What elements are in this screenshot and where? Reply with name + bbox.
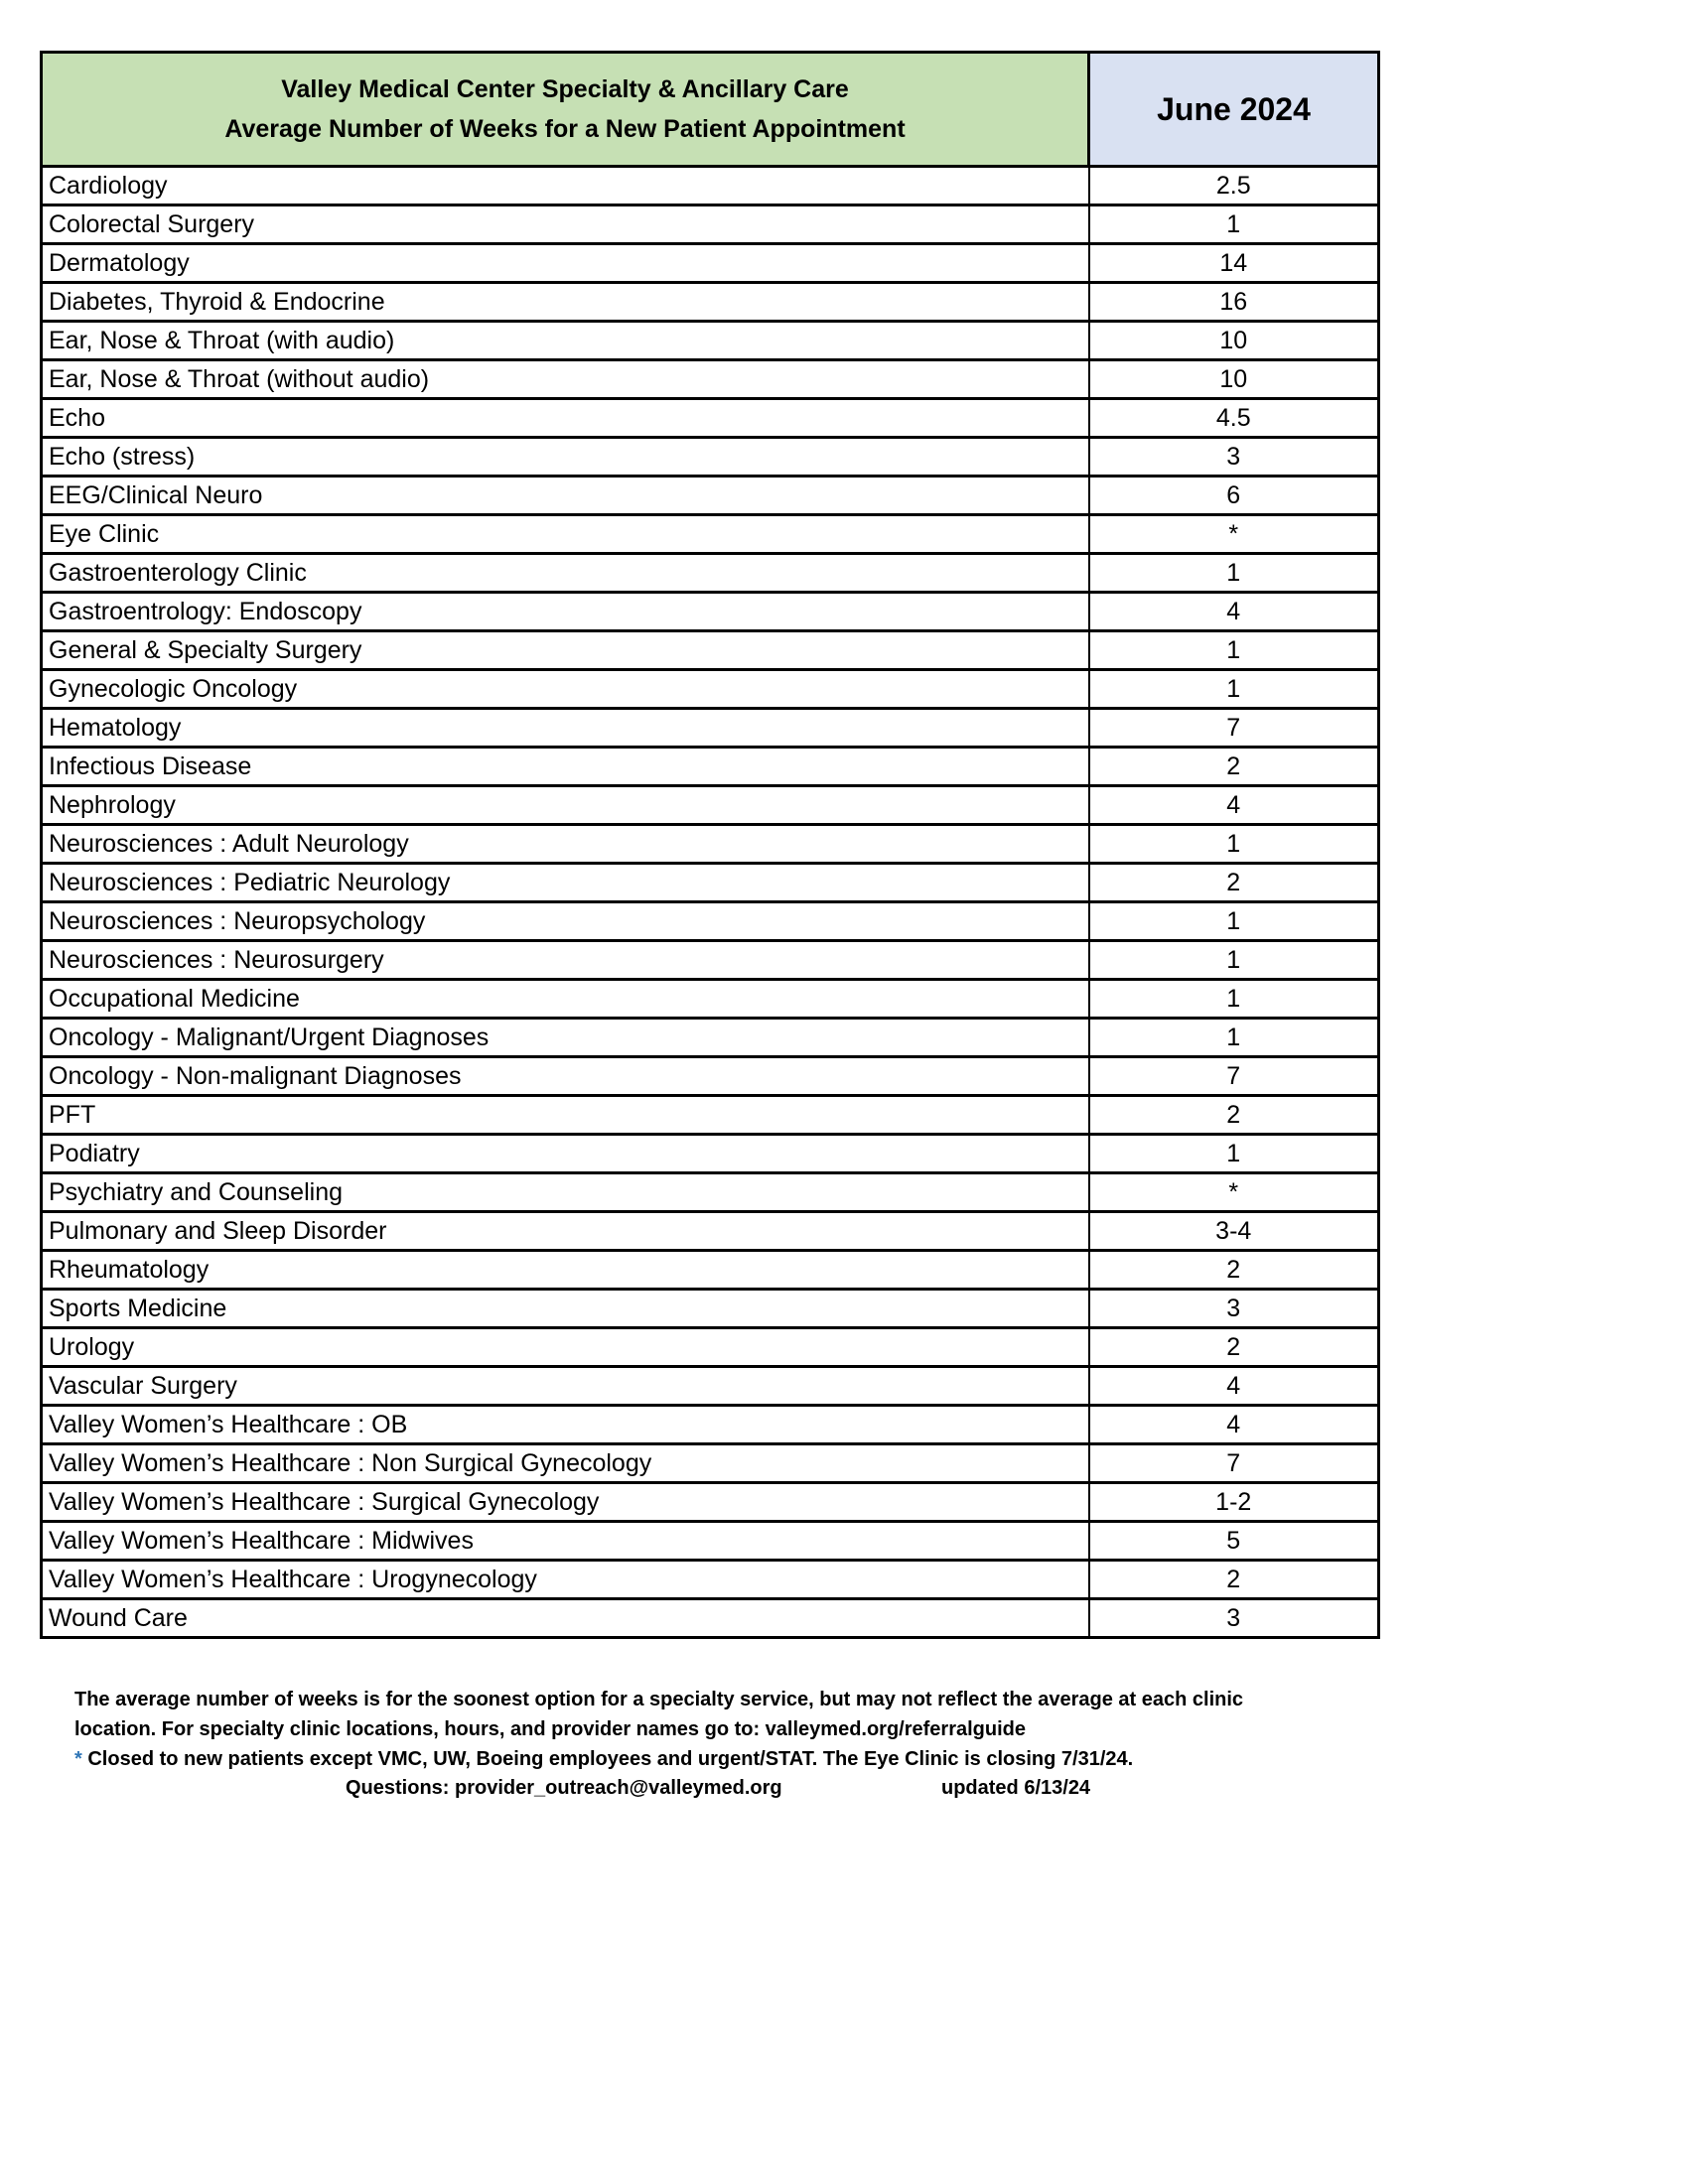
weeks-value: 4 bbox=[1089, 1406, 1379, 1444]
table-row bbox=[42, 670, 1379, 709]
service-name: Neurosciences : Pediatric Neurology bbox=[42, 864, 1089, 902]
service-name: Oncology - Malignant/Urgent Diagnoses bbox=[42, 1019, 1089, 1057]
service-name: Valley Women’s Healthcare : Surgical Gynecology bbox=[42, 1483, 1089, 1522]
table-row bbox=[42, 1135, 1379, 1173]
weeks-value: 6 bbox=[1089, 477, 1379, 515]
table-row bbox=[42, 941, 1379, 980]
weeks-value: 2.5 bbox=[1089, 167, 1379, 205]
weeks-value: 2 bbox=[1089, 864, 1379, 902]
table-row bbox=[42, 360, 1379, 399]
weeks-value: 7 bbox=[1089, 1444, 1379, 1483]
table-row bbox=[42, 1483, 1379, 1522]
period-header: June 2024 bbox=[1089, 53, 1379, 167]
service-name: Valley Women’s Healthcare : Non Surgical Gynecology bbox=[42, 1444, 1089, 1483]
service-name: Valley Women’s Healthcare : Midwives bbox=[42, 1522, 1089, 1561]
weeks-value: 3 bbox=[1089, 438, 1379, 477]
service-name: Gynecologic Oncology bbox=[42, 670, 1089, 709]
table-row bbox=[42, 1251, 1379, 1290]
weeks-value: 1 bbox=[1089, 1135, 1379, 1173]
table-row bbox=[42, 515, 1379, 554]
weeks-value: 10 bbox=[1089, 322, 1379, 360]
service-name: Diabetes, Thyroid & Endocrine bbox=[42, 283, 1089, 322]
weeks-value: 1 bbox=[1089, 631, 1379, 670]
service-name: Vascular Surgery bbox=[42, 1367, 1089, 1406]
table-body bbox=[42, 167, 1379, 1638]
table-row bbox=[42, 631, 1379, 670]
service-name: Hematology bbox=[42, 709, 1089, 748]
service-name: Cardiology bbox=[42, 167, 1089, 205]
table-row bbox=[42, 477, 1379, 515]
table-row bbox=[42, 864, 1379, 902]
header-row bbox=[42, 53, 1379, 167]
service-name: Colorectal Surgery bbox=[42, 205, 1089, 244]
weeks-value: 1 bbox=[1089, 941, 1379, 980]
service-name: Valley Women’s Healthcare : OB bbox=[42, 1406, 1089, 1444]
wait-times-sheet bbox=[40, 51, 1377, 1639]
table-row bbox=[42, 902, 1379, 941]
weeks-value: 2 bbox=[1089, 1251, 1379, 1290]
service-name: Occupational Medicine bbox=[42, 980, 1089, 1019]
service-name: Sports Medicine bbox=[42, 1290, 1089, 1328]
weeks-value: 2 bbox=[1089, 1328, 1379, 1367]
weeks-value: 2 bbox=[1089, 748, 1379, 786]
weeks-value: 4 bbox=[1089, 593, 1379, 631]
table-title bbox=[42, 53, 1089, 167]
weeks-value: 1-2 bbox=[1089, 1483, 1379, 1522]
service-name: Valley Women’s Healthcare : Urogynecology bbox=[42, 1561, 1089, 1599]
table-row bbox=[42, 1173, 1379, 1212]
weeks-value: 5 bbox=[1089, 1522, 1379, 1561]
weeks-value: 7 bbox=[1089, 709, 1379, 748]
weeks-value: 3-4 bbox=[1089, 1212, 1379, 1251]
title-line-2: Average Number of Weeks for a New Patient Appointment bbox=[224, 115, 906, 143]
table-row bbox=[42, 1290, 1379, 1328]
table-row bbox=[42, 786, 1379, 825]
table-row bbox=[42, 748, 1379, 786]
table-row bbox=[42, 1561, 1379, 1599]
weeks-value: 16 bbox=[1089, 283, 1379, 322]
table-row bbox=[42, 1057, 1379, 1096]
footnotes bbox=[74, 1685, 1365, 1774]
table-row bbox=[42, 1522, 1379, 1561]
table-row bbox=[42, 1212, 1379, 1251]
wait-times-table bbox=[40, 51, 1380, 1639]
weeks-value: 4 bbox=[1089, 1367, 1379, 1406]
service-name: Infectious Disease bbox=[42, 748, 1089, 786]
table-row bbox=[42, 1406, 1379, 1444]
service-name: Echo bbox=[42, 399, 1089, 438]
service-name: Ear, Nose & Throat (with audio) bbox=[42, 322, 1089, 360]
note-line-2: location. For specialty clinic locations, hours, and provider names go to: valleymed.org/referralguide bbox=[74, 1718, 1027, 1740]
asterisk-marker: * bbox=[74, 1748, 82, 1770]
service-name: Pulmonary and Sleep Disorder bbox=[42, 1212, 1089, 1251]
weeks-value: 1 bbox=[1089, 670, 1379, 709]
weeks-value: 3 bbox=[1089, 1599, 1379, 1638]
weeks-value: * bbox=[1089, 515, 1379, 554]
weeks-value: 7 bbox=[1089, 1057, 1379, 1096]
note-line-3-text: Closed to new patients except VMC, UW, Boeing employees and urgent/STAT. The Eye Clinic is closing 7/31/24. bbox=[81, 1748, 1134, 1770]
weeks-value: 2 bbox=[1089, 1561, 1379, 1599]
table-row bbox=[42, 322, 1379, 360]
table-row bbox=[42, 980, 1379, 1019]
title-line-1: Valley Medical Center Specialty & Ancillary Care bbox=[281, 75, 849, 103]
service-name: Gastroentrology: Endoscopy bbox=[42, 593, 1089, 631]
updated-date: updated 6/13/24 bbox=[941, 1777, 1091, 1799]
weeks-value: 1 bbox=[1089, 825, 1379, 864]
service-name: Oncology - Non-malignant Diagnoses bbox=[42, 1057, 1089, 1096]
service-name: Psychiatry and Counseling bbox=[42, 1173, 1089, 1212]
service-name: Gastroenterology Clinic bbox=[42, 554, 1089, 593]
table-row bbox=[42, 283, 1379, 322]
weeks-value: 1 bbox=[1089, 902, 1379, 941]
service-name: Podiatry bbox=[42, 1135, 1089, 1173]
weeks-value: 4.5 bbox=[1089, 399, 1379, 438]
weeks-value: 1 bbox=[1089, 554, 1379, 593]
table-row bbox=[42, 438, 1379, 477]
note-line-1: The average number of weeks is for the soonest option for a specialty service, but may not reflect the average at each clinic bbox=[74, 1689, 1244, 1710]
service-name: General & Specialty Surgery bbox=[42, 631, 1089, 670]
weeks-value: 10 bbox=[1089, 360, 1379, 399]
service-name: Neurosciences : Adult Neurology bbox=[42, 825, 1089, 864]
table-row bbox=[42, 825, 1379, 864]
table-row bbox=[42, 709, 1379, 748]
service-name: EEG/Clinical Neuro bbox=[42, 477, 1089, 515]
weeks-value: 14 bbox=[1089, 244, 1379, 283]
weeks-value: 1 bbox=[1089, 205, 1379, 244]
service-name: Eye Clinic bbox=[42, 515, 1089, 554]
table-row bbox=[42, 1599, 1379, 1638]
table-row bbox=[42, 593, 1379, 631]
table-row bbox=[42, 554, 1379, 593]
weeks-value: * bbox=[1089, 1173, 1379, 1212]
service-name: Echo (stress) bbox=[42, 438, 1089, 477]
service-name: Nephrology bbox=[42, 786, 1089, 825]
service-name: Ear, Nose & Throat (without audio) bbox=[42, 360, 1089, 399]
table-row bbox=[42, 167, 1379, 205]
weeks-value: 1 bbox=[1089, 1019, 1379, 1057]
weeks-value: 2 bbox=[1089, 1096, 1379, 1135]
service-name: Dermatology bbox=[42, 244, 1089, 283]
table-row bbox=[42, 1328, 1379, 1367]
service-name: PFT bbox=[42, 1096, 1089, 1135]
weeks-value: 3 bbox=[1089, 1290, 1379, 1328]
weeks-value: 1 bbox=[1089, 980, 1379, 1019]
contact-email: Questions: provider_outreach@valleymed.org bbox=[346, 1777, 782, 1799]
service-name: Urology bbox=[42, 1328, 1089, 1367]
table-row bbox=[42, 1096, 1379, 1135]
weeks-value: 4 bbox=[1089, 786, 1379, 825]
service-name: Wound Care bbox=[42, 1599, 1089, 1638]
note-line-3 bbox=[74, 1744, 1365, 1774]
service-name: Rheumatology bbox=[42, 1251, 1089, 1290]
table-row bbox=[42, 1019, 1379, 1057]
service-name: Neurosciences : Neurosurgery bbox=[42, 941, 1089, 980]
table-row bbox=[42, 244, 1379, 283]
table-row bbox=[42, 1444, 1379, 1483]
table-row bbox=[42, 205, 1379, 244]
service-name: Neurosciences : Neuropsychology bbox=[42, 902, 1089, 941]
table-row bbox=[42, 1367, 1379, 1406]
table-row bbox=[42, 399, 1379, 438]
